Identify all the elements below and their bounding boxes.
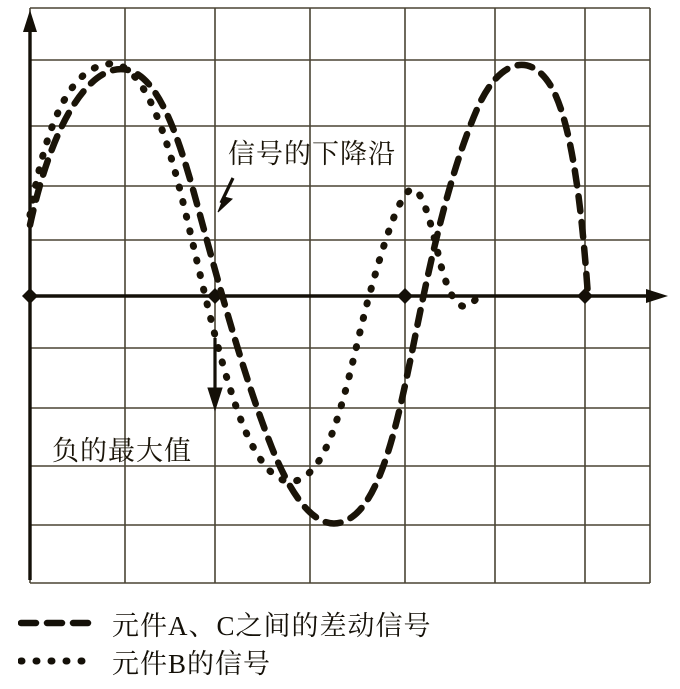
negative-maximum-arrowhead (208, 388, 222, 410)
legend-swatch-dotted (18, 642, 98, 680)
legend-label-element-b: 元件B的信号 (112, 648, 272, 679)
legend-item-differential (0, 604, 680, 642)
x-axis-arrow (646, 289, 668, 303)
annotation-negative-maximum: 负的最大值 (52, 436, 192, 466)
annotation-falling-edge: 信号的下降沿 (228, 139, 396, 169)
y-axis-arrow (23, 10, 37, 32)
axis-marker (22, 288, 38, 304)
legend (0, 604, 680, 680)
legend-item-element-b (0, 642, 680, 680)
legend-swatch-dashed (18, 604, 98, 642)
legend-label-differential: 元件A、C之间的差动信号 (112, 610, 432, 641)
falling-edge-arrowhead (218, 197, 232, 212)
axes (30, 22, 648, 580)
axis-marker (397, 288, 413, 304)
